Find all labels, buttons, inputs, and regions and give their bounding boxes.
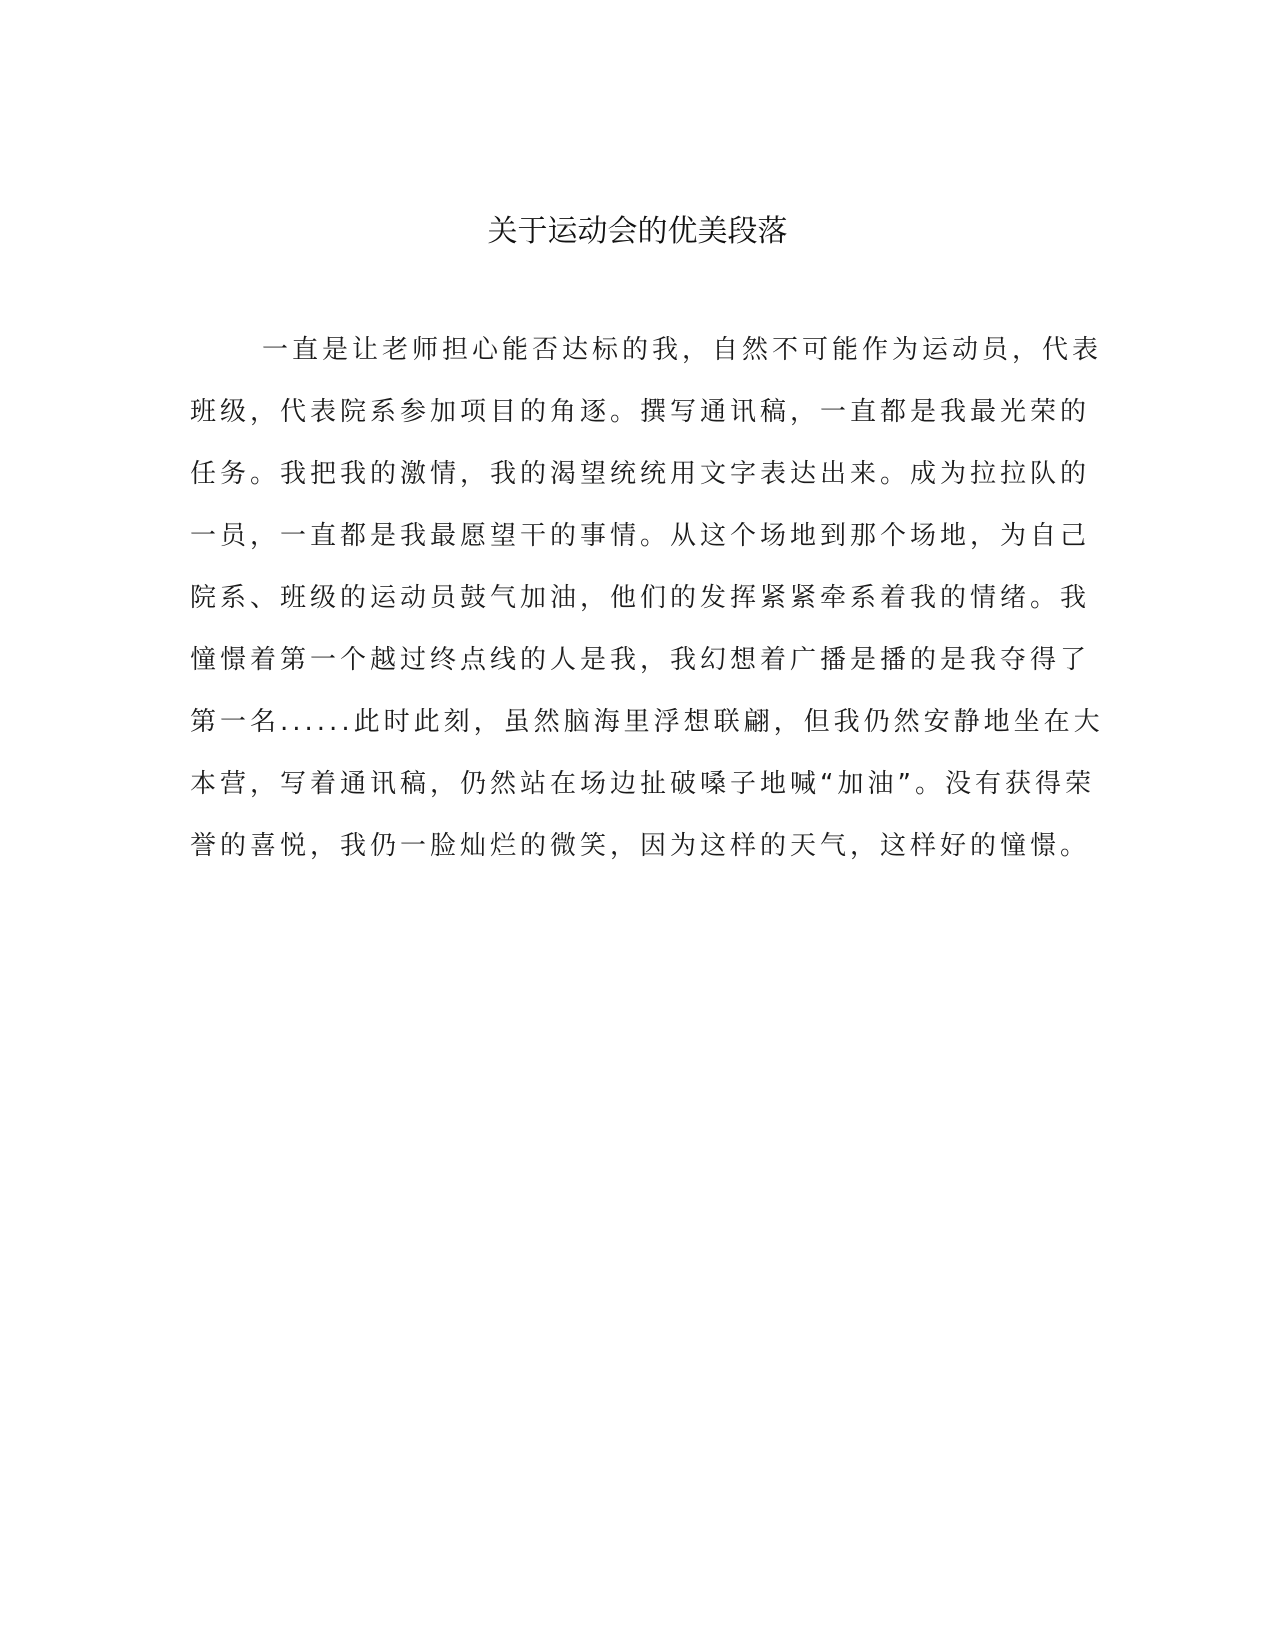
document-title: 关于运动会的优美段落 xyxy=(487,214,788,249)
paragraph-line: 誉的喜悦，我仍一脸灿烂的微笑，因为这样的天气，这样好的憧憬。 xyxy=(190,831,1091,861)
paragraph-line: 第一名......此时此刻，虽然脑海里浮想联翩，但我仍然安静地坐在大 xyxy=(190,707,1104,737)
paragraph-line: 憧憬着第一个越过终点线的人是我，我幻想着广播是播的是我夺得了 xyxy=(190,645,1091,675)
paragraph-line: 院系、班级的运动员鼓气加油，他们的发挥紧紧牵系着我的情绪。我 xyxy=(190,583,1091,613)
document-paragraph xyxy=(190,319,1104,877)
paragraph-line: 班级，代表院系参加项目的角逐。撰写通讯稿，一直都是我最光荣的 xyxy=(190,397,1091,427)
paragraph-line: 任务。我把我的激情，我的渴望统统用文字表达出来。成为拉拉队的 xyxy=(190,459,1091,489)
paragraph-line: 一员，一直都是我最愿望干的事情。从这个场地到那个场地，为自己 xyxy=(190,521,1091,551)
paragraph-line: 一直是让老师担心能否达标的我，自然不可能作为运动员，代表 xyxy=(262,335,1103,365)
paragraph-line: 本营，写着通讯稿，仍然站在场边扯破嗓子地喊“加油”。没有获得荣 xyxy=(190,769,1095,799)
